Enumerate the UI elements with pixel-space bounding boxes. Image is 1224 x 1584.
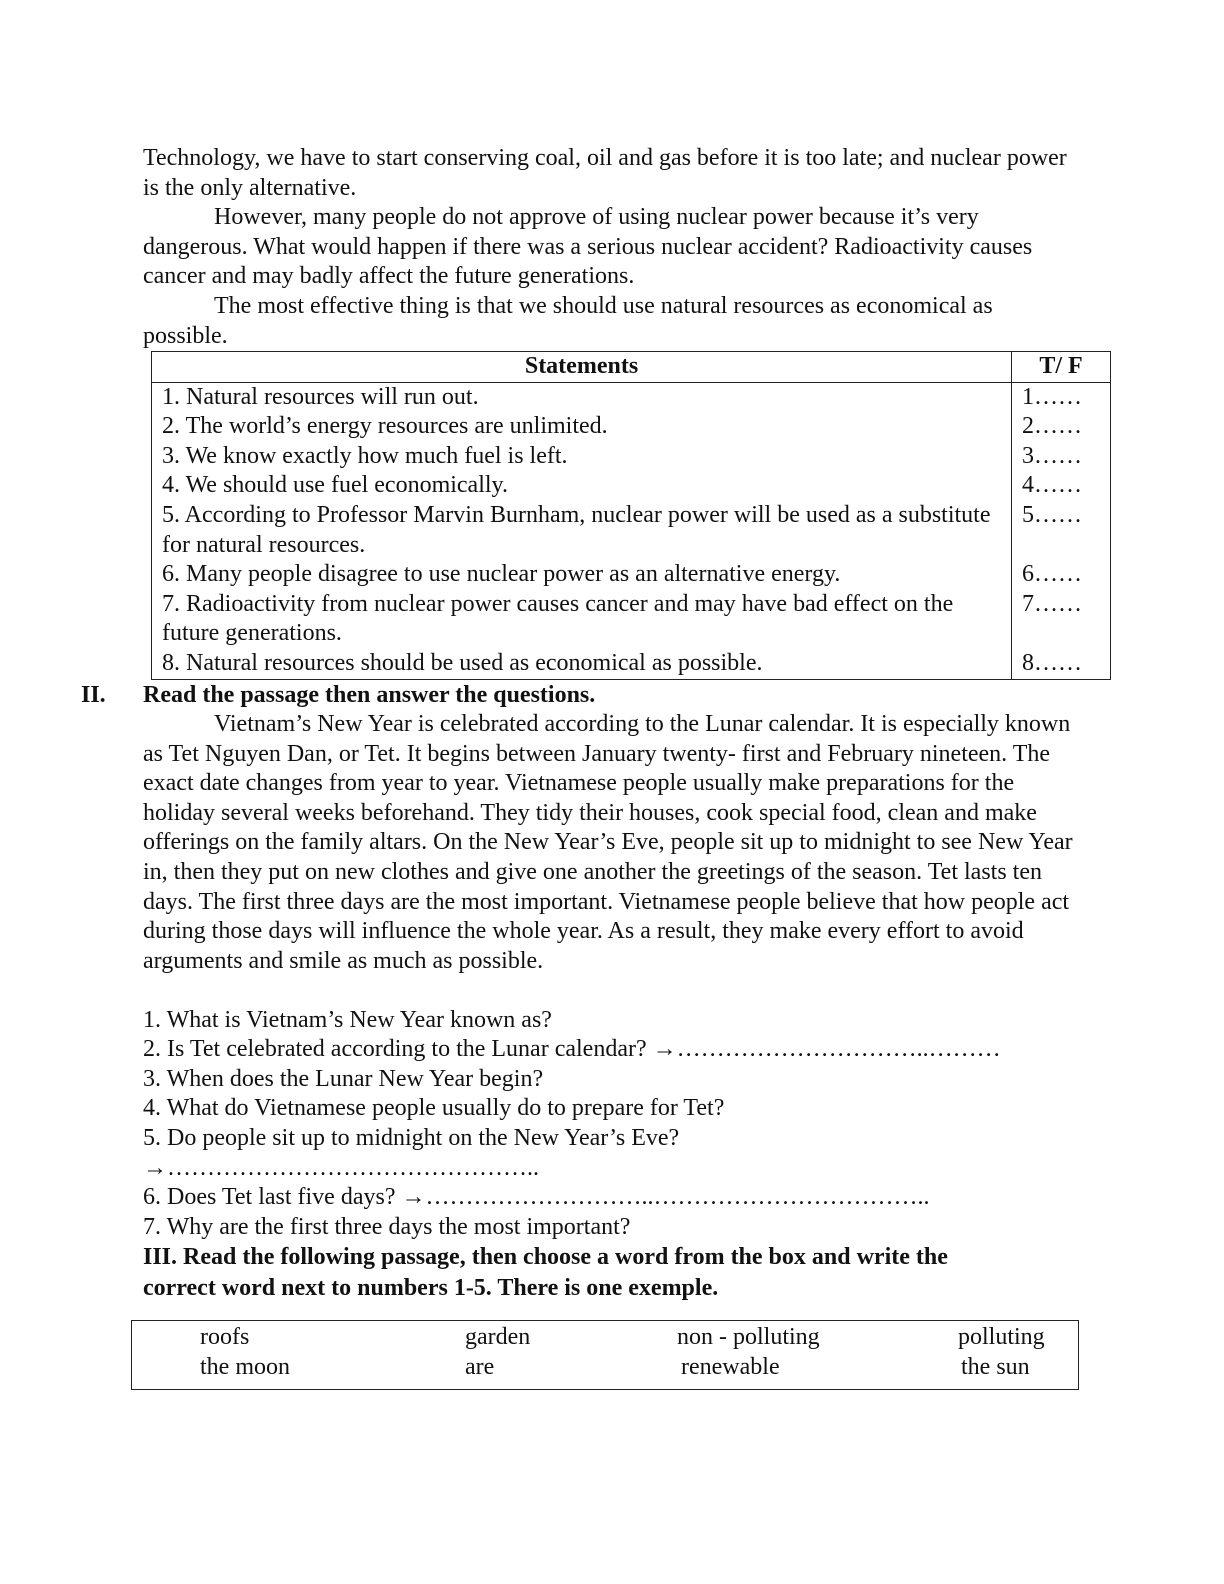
section-2-number: II. [81, 682, 106, 708]
section-3-title-line-2: correct word next to numbers 1-5. There is one exemple. [143, 1275, 719, 1301]
question-5-answer-line[interactable]: →……………………………………….. [143, 1155, 539, 1181]
section-2-passage: Vietnam’s New Year is celebrated according to the Lunar calendar. It is especially known as Tet Nguyen Dan, or Tet. It begins between January twenty- first and February nineteen. The exact date changes from year to year. Vietnamese people usually make preparations for the holiday several weeks beforehand. They tidy their houses, cook special food, clean and make offerings on the family altars. On the New Year’s Eve, people sit up to midnight to see New Year in, then they put on new clothes and give one another the greetings of the season. Tet lasts ten days. The first three days are the most important. Vietnamese people believe that how people act during those days will influence the whole year. As a result, they make every effort to avoid arguments and smile as much as possible. [143, 711, 1073, 974]
statements-header: Statements [152, 352, 1012, 383]
table-row [152, 442, 1111, 472]
table-row [152, 471, 1111, 501]
word-option: are [465, 1354, 495, 1380]
passage1-paragraph-3: The most effective thing is that we should use natural resources as economical as possible. [143, 293, 993, 349]
word-option: non - polluting [677, 1324, 820, 1350]
word-option: renewable [681, 1354, 780, 1380]
table-row [152, 412, 1111, 442]
table-row [152, 382, 1111, 412]
statement-cell: 8. Natural resources should be used as economical as possible. [152, 649, 1012, 679]
passage1-paragraph-1: Technology, we have to start conserving coal, oil and gas before it is too late; and nuclear power is the only alternative. [143, 145, 1067, 201]
statement-cell: 6. Many people disagree to use nuclear power as an alternative energy. [152, 560, 1012, 590]
word-option: polluting [958, 1324, 1045, 1350]
question-3: 3. When does the Lunar New Year begin? [143, 1066, 544, 1092]
table-header-row [152, 352, 1111, 383]
statement-cell: 1. Natural resources will run out. [152, 382, 1012, 412]
section-3-title-line-1: III. Read the following passage, then choose a word from the box and write the [143, 1244, 948, 1270]
answer-blank[interactable]: 1…… [1012, 382, 1111, 412]
table-row [152, 590, 1111, 649]
word-box [131, 1320, 1079, 1390]
answer-blank[interactable]: 3…… [1012, 442, 1111, 472]
statement-cell: 2. The world’s energy resources are unlimited. [152, 412, 1012, 442]
question-4: 4. What do Vietnamese people usually do to prepare for Tet? [143, 1095, 725, 1121]
word-option: the moon [200, 1354, 290, 1380]
statement-cell: 3. We know exactly how much fuel is left. [152, 442, 1012, 472]
question-6[interactable]: 6. Does Tet last five days? →………………………..…………………………….. [143, 1184, 930, 1210]
answer-blank[interactable]: 4…… [1012, 471, 1111, 501]
table-row [152, 649, 1111, 679]
passage1-paragraph-2: However, many people do not approve of using nuclear power because it’s very dangerous. What would happen if there was a serious nuclear accident? Radioactivity causes cancer and may badly affect the future generations. [143, 204, 1033, 290]
statement-cell: 5. According to Professor Marvin Burnham, nuclear power will be used as a substitute for natural resources. [152, 501, 1012, 560]
table-row [152, 501, 1111, 560]
answer-blank[interactable]: 7…… [1012, 590, 1111, 649]
section-2-title: Read the passage then answer the questions. [143, 682, 596, 708]
answer-blank[interactable]: 5…… [1012, 501, 1111, 560]
word-option: roofs [200, 1324, 250, 1350]
word-option: garden [465, 1324, 531, 1350]
answer-blank[interactable]: 2…… [1012, 412, 1111, 442]
question-2[interactable]: 2. Is Tet celebrated according to the Lunar calendar? →…………………………..……… [143, 1036, 1001, 1062]
statement-cell: 7. Radioactivity from nuclear power causes cancer and may have bad effect on the future generations. [152, 590, 1012, 649]
true-false-table [151, 351, 1111, 680]
tf-header: T/ F [1012, 352, 1111, 383]
question-7: 7. Why are the first three days the most important? [143, 1214, 631, 1240]
statement-cell: 4. We should use fuel economically. [152, 471, 1012, 501]
table-row [152, 560, 1111, 590]
answer-blank[interactable]: 6…… [1012, 560, 1111, 590]
word-option: the sun [961, 1354, 1030, 1380]
answer-blank[interactable]: 8…… [1012, 649, 1111, 679]
question-1: 1. What is Vietnam’s New Year known as? [143, 1007, 552, 1033]
question-5: 5. Do people sit up to midnight on the New Year’s Eve? [143, 1125, 680, 1151]
